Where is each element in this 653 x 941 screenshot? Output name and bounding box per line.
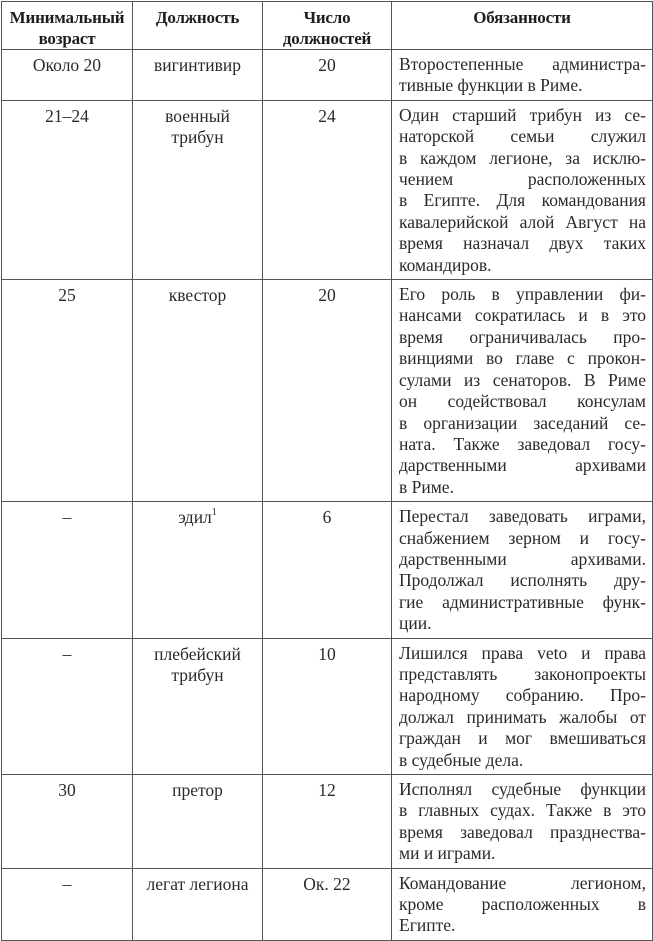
header-min-age xyxy=(2,2,133,50)
header-duties-line1: Обязанности xyxy=(473,8,571,27)
duties-line: Продолжал исполнять дру- xyxy=(399,570,646,591)
position-text: эдил xyxy=(178,507,212,528)
duties-line: Второстепенные администра- xyxy=(399,54,646,74)
header-duties xyxy=(392,2,653,50)
duties-line: Его роль в управлении фи- xyxy=(399,284,646,305)
position-line: военный xyxy=(165,105,230,126)
cell-min-age: – xyxy=(2,638,133,774)
position-line: вигинтивир xyxy=(154,55,241,75)
duties-line: дарственными архивами xyxy=(399,455,646,476)
duties-line: время заведовал празднества- xyxy=(399,821,646,842)
header-count xyxy=(263,2,392,50)
cell-count: 20 xyxy=(263,280,392,502)
header-min-age-line2: возраст xyxy=(38,29,96,48)
table-row xyxy=(2,502,653,638)
cell-min-age: 30 xyxy=(2,775,133,869)
cell-min-age: – xyxy=(2,868,133,940)
duties-line: Египте. xyxy=(399,915,456,936)
header-min-age-line1: Минимальный xyxy=(9,8,125,27)
duties-line: снабжением зерном и госу- xyxy=(399,527,646,548)
cell-duties xyxy=(392,868,653,940)
duties-line: ции. xyxy=(399,613,432,634)
position-line xyxy=(133,507,262,528)
cell-count: Ок. 22 xyxy=(263,868,392,940)
cell-position xyxy=(133,100,263,279)
duties-line: кавалерийской алой Август на xyxy=(399,211,646,232)
duties-line: гие административные функ- xyxy=(399,591,646,612)
header-count-line1: Число xyxy=(303,8,351,27)
cell-position xyxy=(133,775,263,869)
duties-line: тивные функции в Риме. xyxy=(399,75,583,96)
duties-line: кроме расположенных в xyxy=(399,894,646,915)
table-row xyxy=(2,638,653,774)
cell-count: 6 xyxy=(263,502,392,638)
duties-line: народному собранию. Про- xyxy=(399,685,646,706)
duties-line: ната. Также заведовал госу- xyxy=(399,433,646,454)
duties-line: время назначал двух таких xyxy=(399,233,646,254)
cell-duties xyxy=(392,775,653,869)
table-row xyxy=(2,50,653,101)
duties-line: в Египте. Для командования xyxy=(399,190,646,211)
position-line: квестор xyxy=(168,285,227,306)
duties-line: Лишился права veto и права xyxy=(399,642,646,663)
cell-duties xyxy=(392,502,653,638)
cell-count: 12 xyxy=(263,775,392,869)
footnote-marker: 1 xyxy=(211,507,217,519)
duties-line: граждан и мог вмешиваться xyxy=(399,728,646,749)
duties-line: представлять законопроекты xyxy=(399,663,646,684)
duties-line: ми и играми. xyxy=(399,843,496,864)
duties-line: Исполнял судебные функции xyxy=(399,779,646,799)
duties-line: винциями во главе с прокон- xyxy=(399,348,646,369)
cell-count: 20 xyxy=(263,50,392,101)
header-position-line1: Должность xyxy=(155,8,240,27)
cell-min-age: 21–24 xyxy=(2,100,133,279)
cell-count: 10 xyxy=(263,638,392,774)
duties-line: чением расположенных xyxy=(399,169,646,190)
duties-line: сулами из сенаторов. В Риме xyxy=(399,369,646,390)
table-header-row xyxy=(2,2,653,50)
cell-duties xyxy=(392,638,653,774)
cell-duties xyxy=(392,100,653,279)
duties-line: Один старший трибун из се- xyxy=(399,104,646,125)
duties-line: нансами сократилась и в это xyxy=(399,305,646,326)
table-row xyxy=(2,280,653,502)
duties-line: в главных судах. Также в это xyxy=(399,800,646,821)
cell-min-age: Около 20 xyxy=(2,50,133,101)
cell-duties xyxy=(392,50,653,101)
header-position xyxy=(133,2,263,50)
cell-duties xyxy=(392,280,653,502)
duties-line: в Риме. xyxy=(399,476,454,497)
duties-line: в каждом легионе, за исклю- xyxy=(399,147,646,168)
duties-line: в организации заседаний се- xyxy=(399,412,646,433)
duties-line: он содействовал консулам xyxy=(399,391,646,412)
table-row xyxy=(2,775,653,869)
position-line: претор xyxy=(172,780,223,800)
duties-line: Перестал заведовать играми, xyxy=(399,506,646,527)
cell-position xyxy=(133,280,263,502)
cell-position xyxy=(133,502,263,638)
duties-line: время ограничивалась про- xyxy=(399,326,646,347)
roles-table xyxy=(1,1,653,941)
position-line: трибун xyxy=(171,664,224,685)
cell-min-age: – xyxy=(2,502,133,638)
header-count-line2: должностей xyxy=(282,29,372,48)
cell-position xyxy=(133,868,263,940)
duties-line: должал принимать жалобы от xyxy=(399,706,646,727)
position-line: трибун xyxy=(171,127,224,148)
position-line: легат легиона xyxy=(146,873,249,894)
duties-line: Командование легионом, xyxy=(399,872,646,893)
cell-position xyxy=(133,50,263,101)
cell-position xyxy=(133,638,263,774)
cell-min-age: 25 xyxy=(2,280,133,502)
duties-line: дарственными архивами. xyxy=(399,548,646,569)
duties-line: наторской семьи служил xyxy=(399,126,646,147)
cell-count: 24 xyxy=(263,100,392,279)
table-row xyxy=(2,100,653,279)
position-line: плебейский xyxy=(154,643,241,664)
duties-line: в судебные дела. xyxy=(399,749,524,770)
table-row xyxy=(2,868,653,940)
duties-line: командиров. xyxy=(399,254,492,275)
